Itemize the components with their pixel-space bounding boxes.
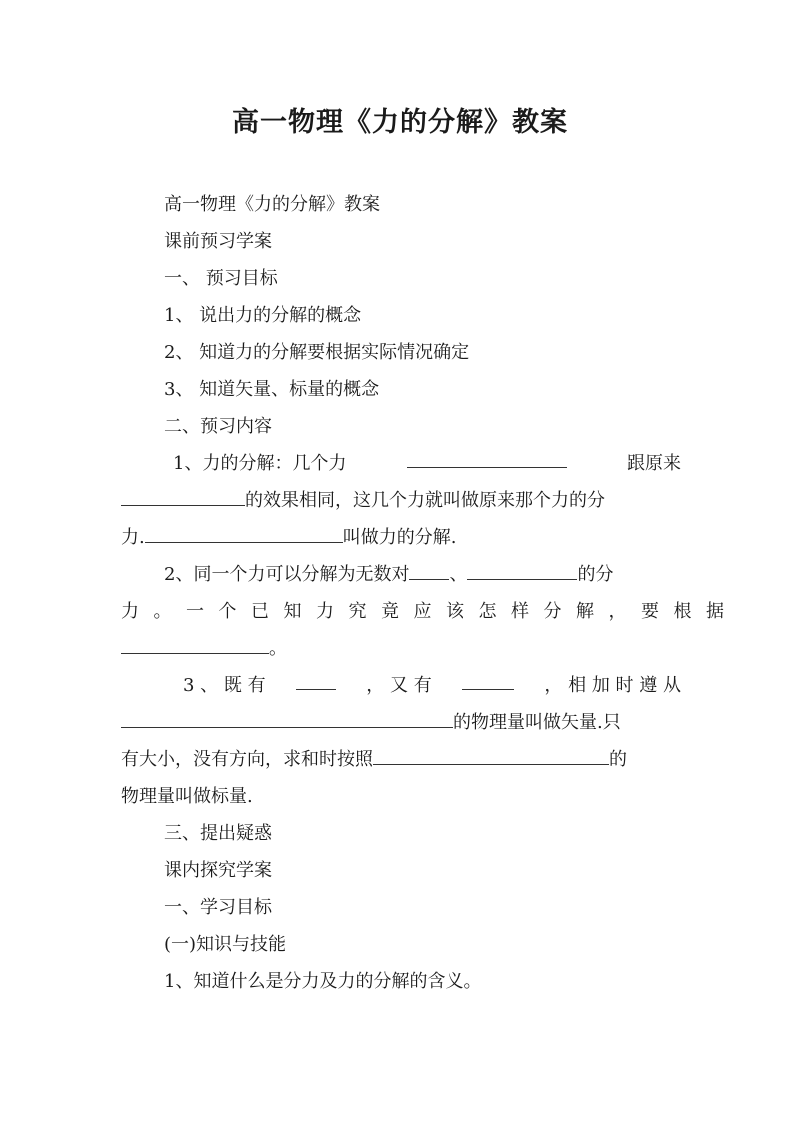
q1-text-a: 1、力的分解：几个力 — [173, 453, 347, 474]
q1-blank-2[interactable] — [121, 483, 245, 506]
document-title: 高一物理《力的分解》教案 — [232, 107, 568, 138]
q2-line-2 — [121, 593, 739, 630]
heading-knowledge-skills: (一)知识与技能 — [164, 934, 287, 955]
document-body — [121, 186, 739, 1000]
q1-line-1 — [121, 445, 681, 482]
q2-line-3 — [121, 630, 681, 667]
goal-item-3: 3、 知道矢量、标量的概念 — [164, 379, 380, 400]
q3-text-d: 的物理量叫做矢量.只 — [453, 712, 621, 733]
q3-blank-2[interactable] — [462, 667, 514, 690]
heading-preview-content: 二、预习内容 — [164, 416, 272, 437]
q1-text-b: 跟原来 — [626, 453, 681, 474]
section-inclass-plan: 课内探究学案 — [164, 860, 272, 881]
q1-line-3 — [121, 519, 681, 556]
q3-text-b: ， 又 有 — [366, 675, 432, 696]
heading-preview-goals: 一、 预习目标 — [164, 268, 278, 289]
q1-blank-1[interactable] — [407, 445, 567, 468]
section-preview-plan: 课前预习学案 — [164, 231, 272, 252]
q2-blank-1[interactable] — [409, 557, 449, 580]
goal-item-2: 2、 知道力的分解要根据实际情况确定 — [164, 342, 470, 363]
heading-raise-questions: 三、提出疑惑 — [164, 823, 272, 844]
q2-text-a: 2、同一个力可以分解为无数对 — [164, 564, 410, 585]
q2-text-b: 、 — [449, 564, 468, 585]
q2-line-1 — [121, 556, 681, 593]
q1-blank-3[interactable] — [145, 520, 343, 543]
q2-blank-2[interactable] — [467, 557, 577, 580]
q1-text-e: 叫做力的分解. — [342, 527, 457, 548]
q1-line-2 — [121, 482, 681, 519]
q2-text-c: 的分 — [577, 564, 614, 585]
q3-text-c: ， 相 加 时 遵 从 — [544, 675, 681, 696]
q1-text-d: 力. — [121, 527, 145, 548]
q3-text-f: 的 — [609, 749, 627, 770]
q3-line-4: 物理量叫做标量. — [121, 786, 253, 807]
body-subtitle: 高一物理《力的分解》教案 — [164, 194, 380, 215]
q3-blank-4[interactable] — [373, 742, 609, 765]
q3-line-1 — [121, 667, 681, 704]
q3-text-a: 3 、 既 有 — [183, 675, 266, 696]
learning-goal-item-1: 1、知道什么是分力及力的分解的含义。 — [164, 971, 482, 992]
q2-text-d: 力。一个已知力究竟应该怎样分解，要根据 — [121, 601, 739, 622]
q1-text-c: 的效果相同，这几个力就叫做原来那个力的分 — [245, 490, 605, 511]
q3-line-3 — [121, 741, 681, 778]
q3-text-e: 有大小，没有方向，求和时按照 — [121, 749, 373, 770]
q3-line-2 — [121, 704, 681, 741]
q2-blank-3[interactable] — [121, 631, 269, 654]
goal-item-1: 1、 说出力的分解的概念 — [164, 305, 362, 326]
q3-blank-3[interactable] — [121, 705, 453, 728]
q2-text-e: 。 — [269, 638, 287, 659]
heading-learning-goals: 一、学习目标 — [164, 897, 272, 918]
q3-blank-1[interactable] — [296, 667, 336, 690]
